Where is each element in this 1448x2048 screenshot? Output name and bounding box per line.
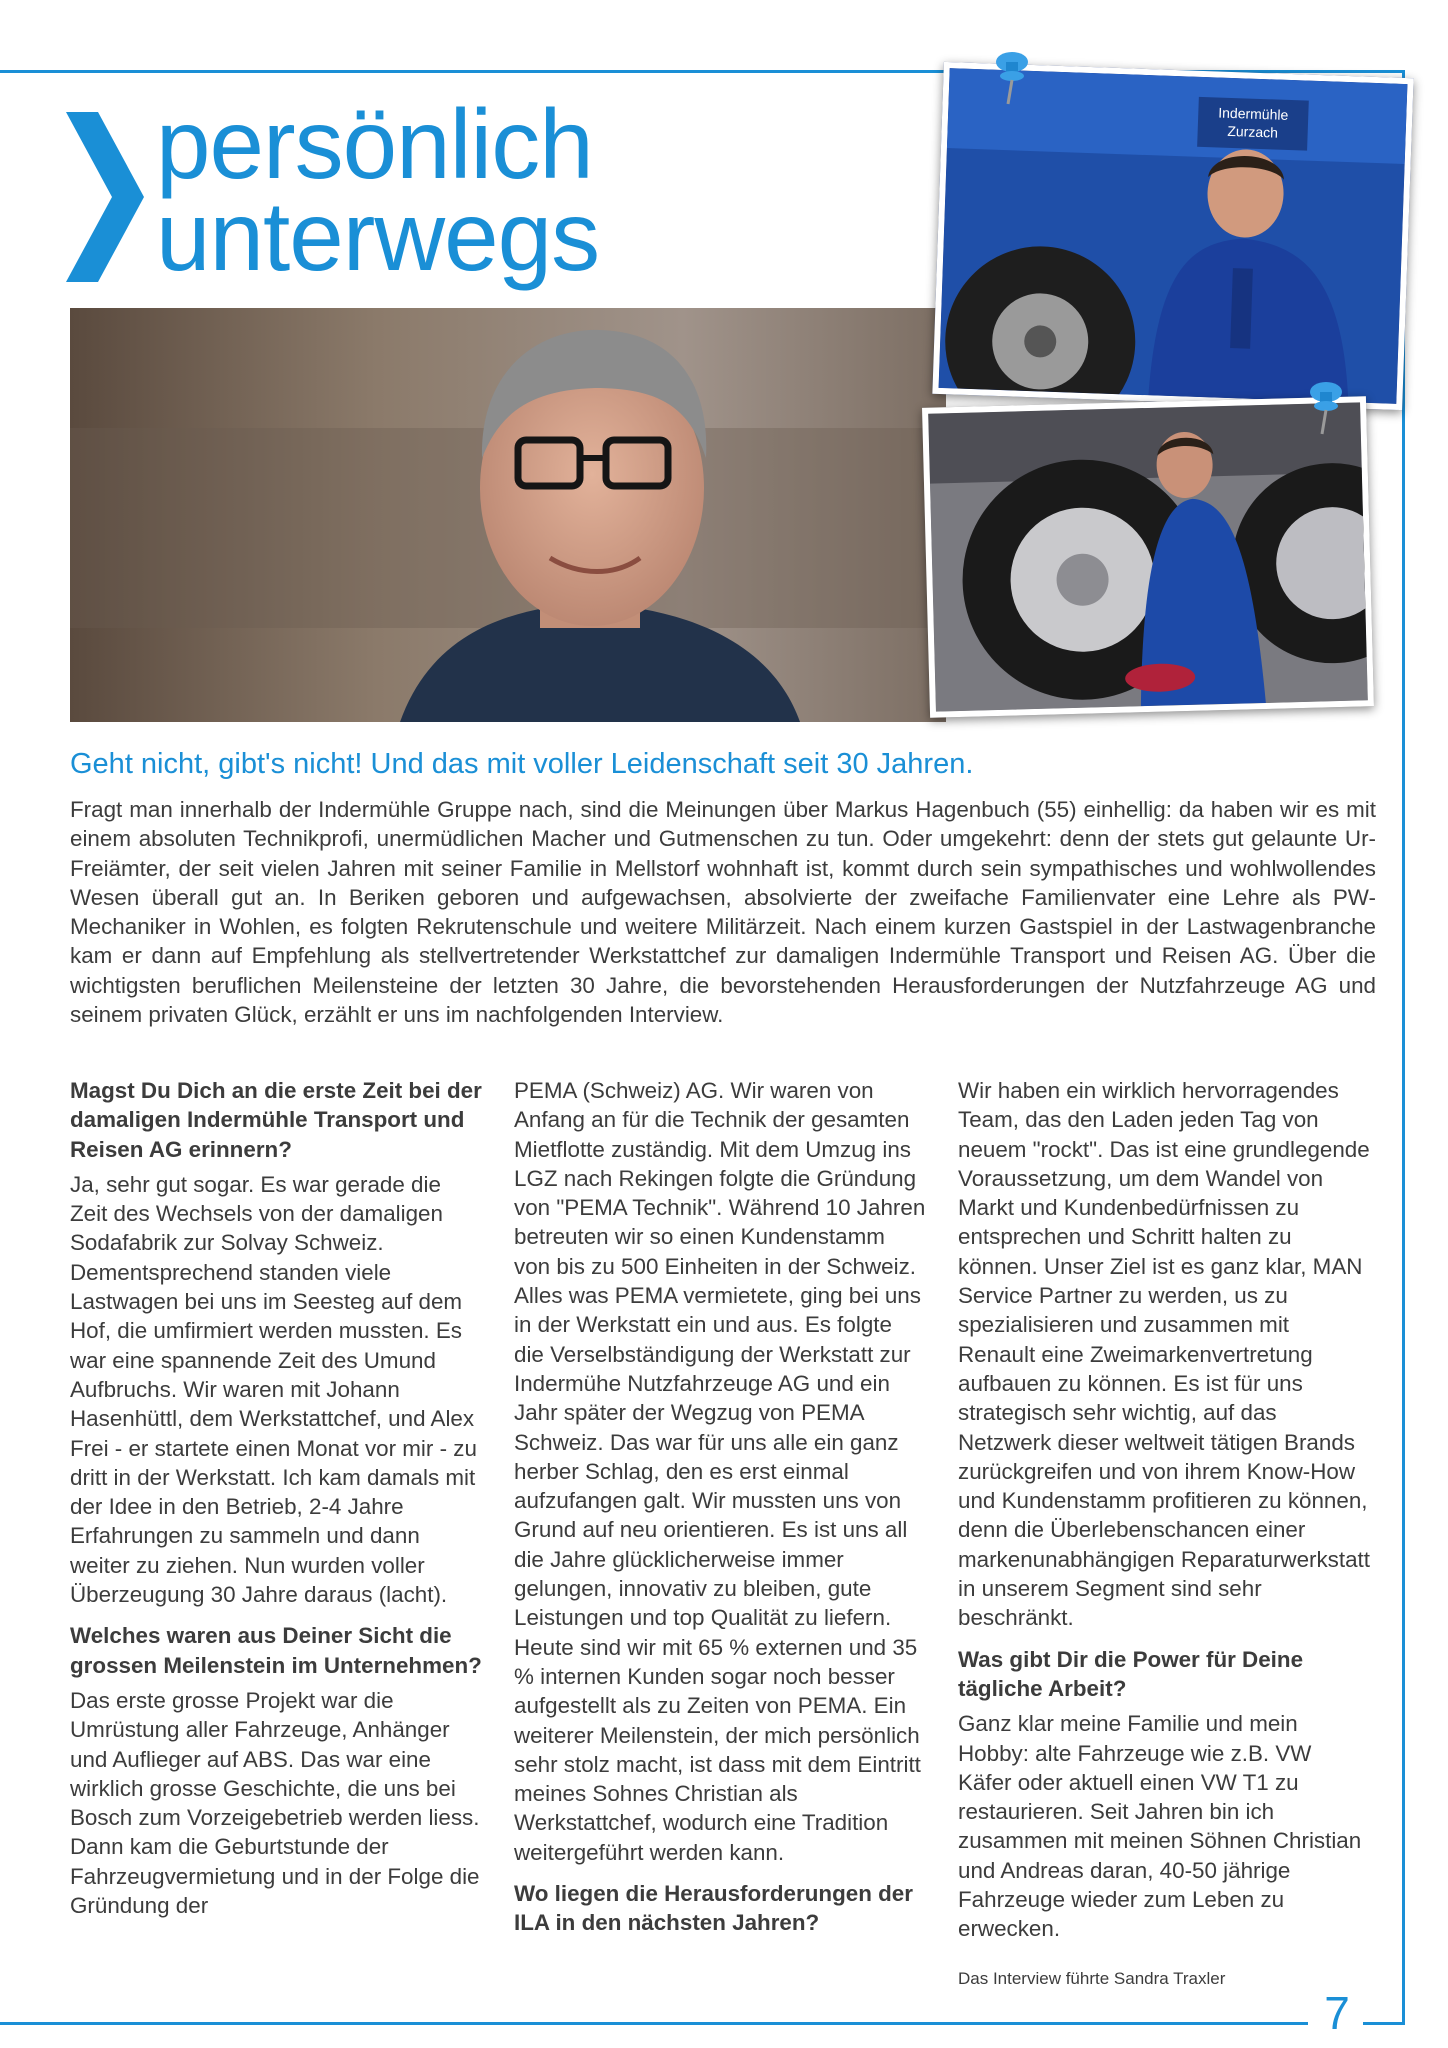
page-title (156, 89, 600, 291)
article-column-1 (70, 1076, 482, 1932)
interview-answer: Wir haben ein wirklich hervorragendes Team, das den Laden jeden Tag von neuem "rockt". Das ist eine grundlegende Voraussetzung, um dem Wandel von Markt und Kundenbedürfnissen zu entsprechen und Schritt halten zu können. Unser Ziel ist es ganz klar, MAN Service Partner zu werden, us zu spezialisieren und zusammen mit Renault eine Zweimarkenvertretung aufbauen zu können. Es ist für uns strategisch sehr wichtig, auf das Netzwerk dieser weltweit tätigen Brands zurückgreifen und von ihrem Know-How und Kundenstamm profitieren zu können, denn die Überlebenschancen einer markenunabhängigen Reparaturwerkstatt in unserem Segment sind sehr beschränkt. (958, 1078, 1370, 1631)
interview-question: Wo liegen die Herausforderungen der ILA in den nächsten Jahren? (514, 1881, 913, 1936)
interview-credit: Das Interview führte Sandra Traxler (958, 1968, 1226, 1988)
article-column-2 (514, 1076, 926, 1944)
article-column-3 (958, 1076, 1370, 1993)
truck-logo-line1: Indermühle (1218, 104, 1289, 123)
interview-answer: PEMA (Schweiz) AG. Wir waren von Anfang an für die Technik der gesamten Mietflotte zuständig. Mit dem Umzug ins LGZ nach Rekingen folgte die Gründung von "PEMA Technik". Während 10 Jahren betreuten wir so einen Kundenstamm von bis zu 500 Einheiten in der Schweiz. Alles was PEMA vermietete, ging bei uns in der Werkstatt ein und aus. Es folgte die Verselbständigung der Werkstatt zur Indermühe Nutzfahrzeuge AG und ein Jahr später der Wegzug von PEMA Schweiz. Das war für uns alle ein ganz herber Schlag, den es erst einmal aufzufangen galt. Wir mussten uns von Grund auf neu orientieren. Es ist uns all die Jahre glücklicherweise immer gelungen, innovativ zu bleiben, gute Leistungen und top Qualität zu liefern. Heute sind wir mit 65 % externen und 35 % internen Kunden sogar noch besser aufgestellt als zu Zeiten von PEMA. Ein weiterer Meilenstein, der mich persönlich sehr stolz macht, ist dass mit dem Eintritt meines Sohnes Christian als Werkstattchef, wodurch eine Tradition weitergeführt werden kann. (514, 1078, 926, 1865)
portrait-photo (70, 308, 946, 722)
article-intro: Fragt man innerhalb der Indermühle Gruppe nach, sind die Meinungen über Markus Hagenbuch (55) einhellig: da haben wir es mit einem absoluten Technikprofi, unermüdlichen Macher und Gutmenschen zu tun. Oder umgekehrt: denn der stets gut gelaunte Ur-Freiämter, der seit vielen Jahren mit seiner Familie in Mellstorf wohnhaft ist, kommt durch sein sympathisches und wohlwollendes Wesen überall gut an. In Beriken geboren und aufgewachsen, absolvierte der zweifache Familienvater eine Lehre als PW-Mechaniker in Wohlen, es folgten Rekrutenschule und weitere Militärzeit. Nach einem kurzen Gastspiel in der Lastwagenbranche kam er dann auf Empfehlung als stellvertretender Werkstattchef zur damaligen Indermühle Transport und Reisen AG. Über die wichtigsten beruflichen Meilensteine der letzten 30 Jahre, die bevorstehenden Herausforderungen der Nutzfahrzeuge AG und seinem privaten Glück, erzählt er uns im nachfolgenden Interview. (70, 797, 1376, 1028)
interview-question: Magst Du Dich an die erste Zeit bei der damaligen Indermühle Transport und Reisen AG erinnern? (70, 1078, 482, 1162)
title-line-2: unterwegs (156, 181, 600, 291)
mechanic-wheel-photo (922, 396, 1374, 718)
pin-icon (1302, 372, 1350, 436)
title-line-1: persönlich (156, 89, 593, 199)
article-headline: Geht nicht, gibt's nicht! Und das mit voller Leidenschaft seit 30 Jahren. (70, 748, 974, 780)
interview-question: Was gibt Dir die Power für Deine tägliche Arbeit? (958, 1646, 1304, 1701)
interview-answer: Ja, sehr gut sogar. Es war gerade die Zeit des Wechsels von der damaligen Sodafabrik zur Solvay Schweiz. Dementsprechend standen viele Lastwagen bei uns im Seesteg auf dem Hof, die umfirmiert werden mussten. Es war eine spannende Zeit des Umund Aufbruchs. Wir waren mit Johann Hasenhüttl, dem Werkstattchef, und Alex Frei - er startete einen Monat vor mir - zu dritt in der Werkstatt. Ich kam damals mit der Idee in den Betrieb, 2-4 Jahre Erfahrungen zu sammeln und dann weiter zu ziehen. Nun wurden voller Überzeugung 30 Jahre daraus (lacht). (70, 1171, 477, 1608)
truck-logo-line2: Zurzach (1227, 122, 1279, 141)
chevron-icon (66, 112, 144, 282)
interview-question: Welches waren aus Deiner Sicht die grossen Meilenstein im Unternehmen? (70, 1623, 482, 1678)
page-frame-bottom-right (1363, 2022, 1405, 2025)
mechanic-truck-photo (932, 62, 1413, 410)
page-frame-bottom (0, 2022, 1308, 2025)
page-number: 7 (1324, 1987, 1350, 2039)
pin-icon (988, 42, 1036, 106)
interview-answer: Das erste grosse Projekt war die Umrüstung aller Fahrzeuge, Anhänger und Auflieger auf ABS. Das war eine wirklich grosse Geschichte, die uns bei Bosch zum Vorzeigebetrieb werden liess. Dann kam die Geburtstunde der Fahrzeugvermietung und in der Folge die Gründung der (70, 1687, 480, 1919)
interview-answer: Ganz klar meine Familie und mein Hobby: alte Fahrzeuge wie z.B. VW Käfer oder aktuell einen VW T1 zu restaurieren. Seit Jahren bin ich zusammen mit meinen Söhnen Christian und Andreas daran, 40-50 jährige Fahrzeuge wieder zum Leben zu erwecken. (958, 1711, 1362, 1942)
